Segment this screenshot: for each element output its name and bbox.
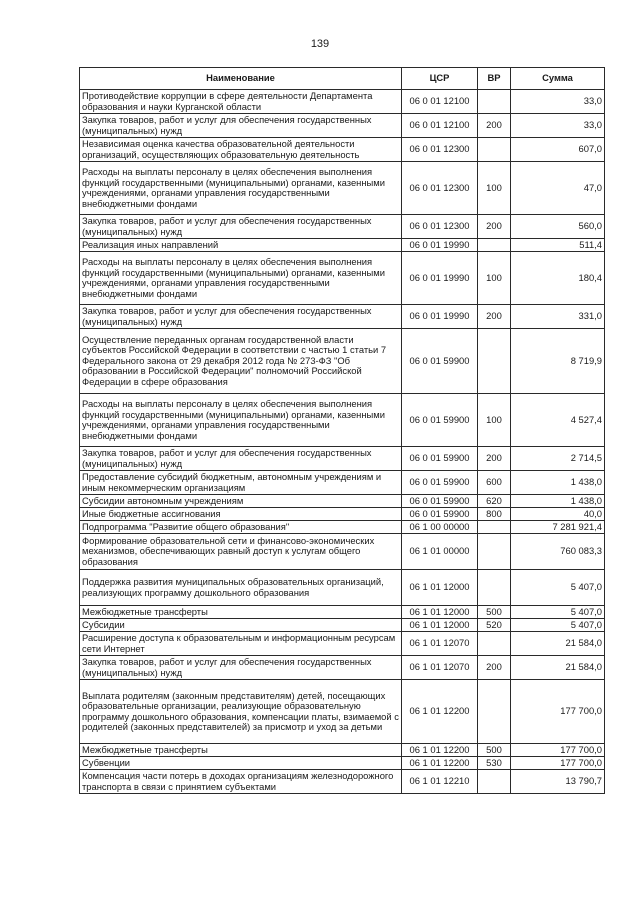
row-name: Закупка товаров, работ и услуг для обеспечения государственных (муниципальных) нужд [80, 114, 402, 138]
row-vr [478, 770, 511, 794]
table-row [80, 114, 605, 138]
row-vr: 200 [478, 215, 511, 239]
row-name: Субвенции [80, 757, 402, 770]
row-vr: 200 [478, 656, 511, 680]
header-csr: ЦСР [402, 68, 478, 90]
row-csr: 06 0 01 12100 [402, 90, 478, 114]
row-sum: 2 714,5 [511, 447, 605, 471]
row-sum: 5 407,0 [511, 619, 605, 632]
page-number: 139 [310, 38, 330, 50]
row-vr: 520 [478, 619, 511, 632]
row-name: Формирование образовательной сети и финансово-экономических механизмов, обеспечивающих равный доступ к услугам общего образования [80, 534, 402, 570]
row-name: Расходы на выплаты персоналу в целях обеспечения выполнения функций государственными (муниципальными) органами, казенными учреждениями, органами управления государственными внебюджетными фондами [80, 394, 402, 447]
row-sum: 33,0 [511, 90, 605, 114]
row-vr: 500 [478, 606, 511, 619]
table-row [80, 329, 605, 394]
table-row [80, 90, 605, 114]
row-vr: 100 [478, 162, 511, 215]
row-name: Межбюджетные трансферты [80, 744, 402, 757]
row-sum: 177 700,0 [511, 680, 605, 744]
row-name: Закупка товаров, работ и услуг для обеспечения государственных (муниципальных) нужд [80, 215, 402, 239]
row-sum: 331,0 [511, 305, 605, 329]
table-row [80, 508, 605, 521]
row-sum: 607,0 [511, 138, 605, 162]
table-row [80, 447, 605, 471]
row-vr [478, 680, 511, 744]
row-vr: 530 [478, 757, 511, 770]
row-vr: 620 [478, 495, 511, 508]
row-sum: 560,0 [511, 215, 605, 239]
row-csr: 06 1 00 00000 [402, 521, 478, 534]
row-name: Осуществление переданных органам государственной власти субъектов Российской Федерации в соответствии с частью 1 статьи 7 Федерального закона от 29 декабря 2012 года № 273-ФЗ "Об образовании в Российской Федерации" полномочий Российской Федерации в сфере образования [80, 329, 402, 394]
row-vr [478, 329, 511, 394]
row-csr: 06 0 01 59900 [402, 329, 478, 394]
table-row [80, 770, 605, 794]
row-sum: 21 584,0 [511, 656, 605, 680]
row-csr: 06 1 01 12000 [402, 619, 478, 632]
row-name: Расходы на выплаты персоналу в целях обеспечения выполнения функций государственными (муниципальными) органами, казенными учреждениями, органами управления государственными внебюджетными фондами [80, 162, 402, 215]
row-sum: 8 719,9 [511, 329, 605, 394]
row-sum: 180,4 [511, 252, 605, 305]
table-row [80, 757, 605, 770]
row-vr: 600 [478, 471, 511, 495]
row-name: Закупка товаров, работ и услуг для обеспечения государственных (муниципальных) нужд [80, 447, 402, 471]
table-row [80, 619, 605, 632]
row-vr: 100 [478, 394, 511, 447]
row-csr: 06 0 01 12300 [402, 162, 478, 215]
budget-table [79, 67, 605, 794]
row-name: Субсидии автономным учреждениям [80, 495, 402, 508]
row-name: Закупка товаров, работ и услуг для обеспечения государственных (муниципальных) нужд [80, 305, 402, 329]
row-sum: 33,0 [511, 114, 605, 138]
row-csr: 06 0 01 59900 [402, 471, 478, 495]
row-name: Противодействие коррупции в сфере деятельности Департамента образования и науки Курганской области [80, 90, 402, 114]
row-csr: 06 0 01 19990 [402, 239, 478, 252]
row-sum: 5 407,0 [511, 606, 605, 619]
row-sum: 1 438,0 [511, 495, 605, 508]
row-csr: 06 0 01 59900 [402, 447, 478, 471]
table-row [80, 744, 605, 757]
table-row [80, 239, 605, 252]
row-sum: 13 790,7 [511, 770, 605, 794]
row-vr [478, 632, 511, 656]
row-csr: 06 1 01 12000 [402, 570, 478, 606]
row-name: Иные бюджетные ассигнования [80, 508, 402, 521]
table-row [80, 162, 605, 215]
row-sum: 5 407,0 [511, 570, 605, 606]
row-name: Выплата родителям (законным представителям) детей, посещающих образовательные организации, реализующие образовательную программу дошкольного образования, компенсации платы, взимаемой с родителей (законных представителей) за присмотр и уход за детьми [80, 680, 402, 744]
row-vr: 800 [478, 508, 511, 521]
table-row [80, 680, 605, 744]
table-row [80, 632, 605, 656]
row-name: Компенсация части потерь в доходах организациям железнодорожного транспорта в связи с принятием субъектами [80, 770, 402, 794]
table-body [80, 90, 605, 794]
row-csr: 06 1 01 00000 [402, 534, 478, 570]
table-row [80, 570, 605, 606]
row-name: Расширение доступа к образовательным и информационным ресурсам сети Интернет [80, 632, 402, 656]
row-sum: 21 584,0 [511, 632, 605, 656]
header-sum: Сумма [511, 68, 605, 90]
row-sum: 760 083,3 [511, 534, 605, 570]
row-vr: 200 [478, 447, 511, 471]
row-csr: 06 1 01 12000 [402, 606, 478, 619]
row-sum: 7 281 921,4 [511, 521, 605, 534]
row-vr [478, 239, 511, 252]
row-csr: 06 1 01 12200 [402, 757, 478, 770]
row-name: Предоставление субсидий бюджетным, автономным учреждениям и иным некоммерческим организациям [80, 471, 402, 495]
row-name: Субсидии [80, 619, 402, 632]
table-row [80, 305, 605, 329]
row-sum: 47,0 [511, 162, 605, 215]
row-vr: 200 [478, 305, 511, 329]
row-csr: 06 0 01 59900 [402, 495, 478, 508]
row-vr [478, 138, 511, 162]
row-csr: 06 0 01 59900 [402, 394, 478, 447]
table-row [80, 394, 605, 447]
row-sum: 511,4 [511, 239, 605, 252]
table-row [80, 656, 605, 680]
header-row [80, 68, 605, 90]
row-sum: 177 700,0 [511, 744, 605, 757]
row-name: Подпрограмма "Развитие общего образования" [80, 521, 402, 534]
header-vr: ВР [478, 68, 511, 90]
row-csr: 06 0 01 12100 [402, 114, 478, 138]
row-csr: 06 1 01 12070 [402, 632, 478, 656]
row-csr: 06 1 01 12200 [402, 680, 478, 744]
row-name: Поддержка развития муниципальных образовательных организаций, реализующих программу дошкольного образования [80, 570, 402, 606]
row-csr: 06 0 01 19990 [402, 252, 478, 305]
row-name: Расходы на выплаты персоналу в целях обеспечения выполнения функций государственными (муниципальными) органами, казенными учреждениями, органами управления государственными внебюджетными фондами [80, 252, 402, 305]
row-name: Межбюджетные трансферты [80, 606, 402, 619]
row-csr: 06 0 01 12300 [402, 138, 478, 162]
row-vr: 500 [478, 744, 511, 757]
row-sum: 40,0 [511, 508, 605, 521]
row-sum: 4 527,4 [511, 394, 605, 447]
row-csr: 06 0 01 12300 [402, 215, 478, 239]
table-row [80, 606, 605, 619]
row-csr: 06 1 01 12210 [402, 770, 478, 794]
row-name: Закупка товаров, работ и услуг для обеспечения государственных (муниципальных) нужд [80, 656, 402, 680]
row-csr: 06 1 01 12070 [402, 656, 478, 680]
table-row [80, 215, 605, 239]
table-header [80, 68, 605, 90]
row-sum: 177 700,0 [511, 757, 605, 770]
table-row [80, 521, 605, 534]
table-row [80, 534, 605, 570]
row-csr: 06 0 01 59900 [402, 508, 478, 521]
row-name: Реализация иных направлений [80, 239, 402, 252]
table-row [80, 138, 605, 162]
row-vr [478, 521, 511, 534]
row-vr [478, 570, 511, 606]
row-csr: 06 1 01 12200 [402, 744, 478, 757]
row-vr: 200 [478, 114, 511, 138]
row-vr [478, 90, 511, 114]
row-sum: 1 438,0 [511, 471, 605, 495]
row-csr: 06 0 01 19990 [402, 305, 478, 329]
table-row [80, 495, 605, 508]
header-name: Наименование [80, 68, 402, 90]
table-row [80, 252, 605, 305]
row-name: Независимая оценка качества образовательной деятельности организаций, осуществляющих образовательную деятельность [80, 138, 402, 162]
row-vr [478, 534, 511, 570]
row-vr: 100 [478, 252, 511, 305]
table-row [80, 471, 605, 495]
